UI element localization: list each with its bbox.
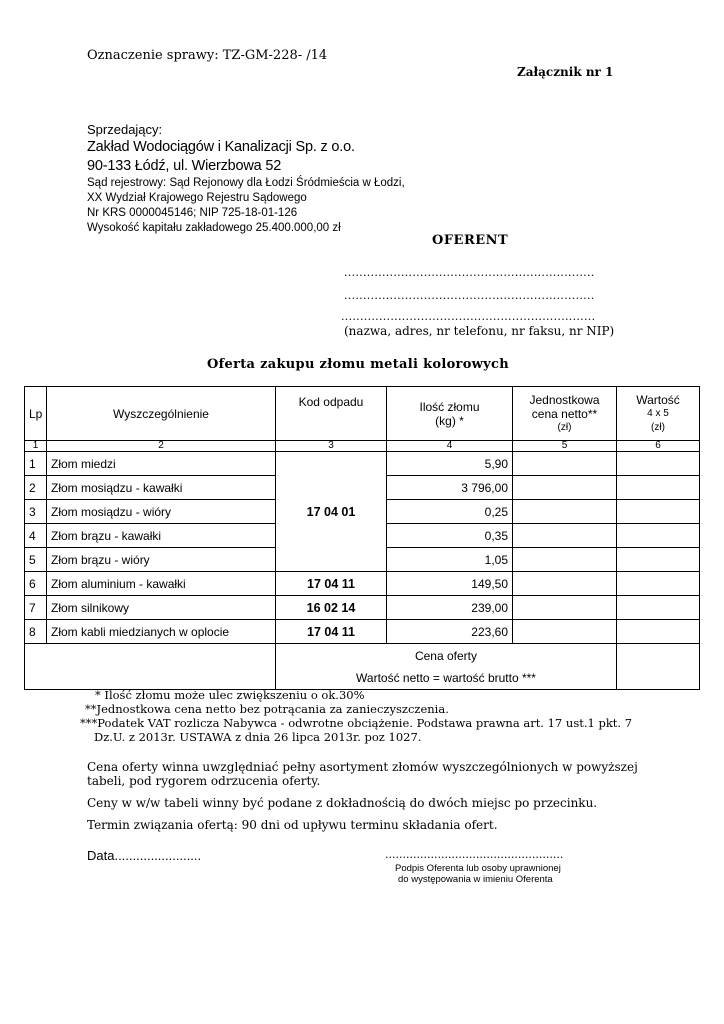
- bidder-line-3: ...................................................................: [341, 310, 596, 323]
- header-value-line1: Wartość: [636, 392, 680, 407]
- row-code: 16 02 14: [276, 596, 387, 620]
- row-qty: 239,00: [387, 596, 513, 620]
- note-2: **Jednostkowa cena netto bez potrącania za zanieczyszczenia.: [85, 702, 449, 716]
- row-desc: Złom silnikowy: [47, 596, 276, 620]
- row-desc: Złom mosiądzu - wióry: [47, 500, 276, 524]
- row-code: 17 04 11: [276, 620, 387, 644]
- row-price-cell[interactable]: [513, 476, 617, 500]
- row-lp: 4: [25, 524, 47, 548]
- annex-label: Załącznik nr 1: [517, 65, 614, 79]
- header-price-line1: Jednostkowa: [529, 392, 600, 407]
- header-qty: [387, 387, 513, 441]
- signature-caption-2: do występowania w imieniu Oferenta: [398, 874, 553, 885]
- paragraph-1b: tabeli, pod rygorem odrzucenia oferty.: [87, 774, 321, 788]
- paragraph-2: Ceny w w/w tabeli winny być podane z dokładnością do dwóch miejsc po przecinku.: [87, 796, 598, 810]
- row-desc: Złom mosiądzu - kawałki: [47, 476, 276, 500]
- row-qty: 223,60: [387, 620, 513, 644]
- row-qty: 0,25: [387, 500, 513, 524]
- row-value-cell[interactable]: [617, 548, 700, 572]
- row-value-cell[interactable]: [617, 500, 700, 524]
- row-price-cell[interactable]: [513, 524, 617, 548]
- header-desc: Wyszczególnienie: [47, 387, 276, 441]
- row-price-cell[interactable]: [513, 572, 617, 596]
- row-lp: 2: [25, 476, 47, 500]
- row-lp: 1: [25, 452, 47, 476]
- date-field[interactable]: Data........................: [87, 848, 202, 863]
- header-value: [617, 387, 700, 441]
- table-header-row: [25, 387, 700, 441]
- note-1: * Ilość złomu może ulec zwiększeniu o ok.30%: [95, 688, 365, 702]
- paragraph-3: Termin związania ofertą: 90 dni od upływu terminu składania ofert.: [87, 818, 498, 832]
- total-blank-cell: [25, 644, 276, 690]
- header-value-line2: 4 x 5: [647, 407, 669, 419]
- row-value-cell[interactable]: [617, 452, 700, 476]
- seller-division: XX Wydział Krajowego Rejestru Sądowego: [87, 192, 307, 204]
- seller-krs: Nr KRS 0000045146; NIP 725-18-01-126: [87, 207, 298, 219]
- bidder-caption: (nazwa, adres, nr telefonu, nr faksu, nr NIP): [344, 324, 615, 338]
- header-price-line2: cena netto**: [531, 406, 598, 421]
- seller-label: Sprzedający:: [87, 122, 163, 137]
- row-value-cell[interactable]: [617, 596, 700, 620]
- header-value-line3: (zł): [651, 421, 665, 433]
- note-4: Dz.U. z 2013r. USTAWA z dnia 26 lipca 2013r. poz 1027.: [94, 730, 422, 744]
- row-code-merged: 17 04 01: [276, 452, 387, 572]
- col-number: 4: [387, 441, 513, 452]
- row-lp: 5: [25, 548, 47, 572]
- bidder-line-2: ..................................................................: [344, 289, 595, 302]
- row-price-cell[interactable]: [513, 452, 617, 476]
- table-row: [25, 572, 700, 596]
- offer-table: [24, 386, 700, 690]
- table-row: [25, 620, 700, 644]
- column-number-row: [25, 441, 700, 452]
- row-value-cell[interactable]: [617, 524, 700, 548]
- header-price: [513, 387, 617, 441]
- header-qty-line2: (kg) *: [435, 413, 464, 428]
- row-qty: 3 796,00: [387, 476, 513, 500]
- row-lp: 3: [25, 500, 47, 524]
- row-price-cell[interactable]: [513, 500, 617, 524]
- row-desc: Złom brązu - kawałki: [47, 524, 276, 548]
- seller-capital: Wysokość kapitału zakładowego 25.400.000,00 zł: [87, 222, 341, 234]
- seller-court: Sąd rejestrowy: Sąd Rejonowy dla Łodzi Śródmieścia w Łodzi,: [87, 177, 405, 189]
- total-value-cell[interactable]: [617, 644, 700, 690]
- col-number: 5: [513, 441, 617, 452]
- row-qty: 5,90: [387, 452, 513, 476]
- table-row: [25, 452, 700, 476]
- case-reference: Oznaczenie sprawy: TZ-GM-228- /14: [87, 48, 328, 63]
- bidder-title: OFERENT: [432, 233, 509, 248]
- table-row: [25, 596, 700, 620]
- row-qty: 0,35: [387, 524, 513, 548]
- row-price-cell[interactable]: [513, 548, 617, 572]
- header-lp: Lp: [25, 387, 47, 441]
- total-label: Cena oferty: [414, 648, 478, 663]
- row-desc: Złom kabli miedzianych w oplocie: [47, 620, 276, 644]
- seller-block: [87, 122, 405, 236]
- row-price-cell[interactable]: [513, 596, 617, 620]
- paragraph-1a: Cena oferty winna uwzględniać pełny asortyment złomów wyszczególnionych w powyższej: [87, 760, 638, 774]
- note-3: ***Podatek VAT rozlicza Nabywca - odwrotne obciążenie. Podstawa prawna art. 17 ust.1 pkt. 7: [80, 716, 633, 730]
- row-value-cell[interactable]: [617, 620, 700, 644]
- row-value-cell[interactable]: [617, 572, 700, 596]
- row-desc: Złom aluminium - kawałki: [47, 572, 276, 596]
- row-lp: 8: [25, 620, 47, 644]
- header-qty-line1: Ilość złomu: [419, 399, 480, 414]
- total-row: [25, 644, 700, 690]
- signature-caption-1: Podpis Oferenta lub osoby uprawnionej: [395, 863, 561, 874]
- row-lp: 7: [25, 596, 47, 620]
- total-sublabel: Wartość netto = wartość brutto ***: [356, 670, 536, 685]
- seller-address: 90-133 Łódź, ul. Wierzbowa 52: [87, 158, 282, 174]
- col-number: 3: [276, 441, 387, 452]
- offer-title: Oferta zakupu złomu metali kolorowych: [207, 357, 509, 372]
- row-desc: Złom miedzi: [47, 452, 276, 476]
- header-price-line3: (zł): [557, 421, 572, 433]
- row-qty: 1,05: [387, 548, 513, 572]
- row-desc: Złom brązu - wióry: [47, 548, 276, 572]
- row-value-cell[interactable]: [617, 476, 700, 500]
- seller-name: Zakład Wodociągów i Kanalizacji Sp. z o.o.: [87, 139, 355, 155]
- col-number: 2: [47, 441, 276, 452]
- row-lp: 6: [25, 572, 47, 596]
- row-price-cell[interactable]: [513, 620, 617, 644]
- header-code: Kod odpadu: [276, 387, 387, 441]
- row-qty: 149,50: [387, 572, 513, 596]
- total-label-cell: [276, 644, 617, 690]
- row-code: 17 04 11: [276, 572, 387, 596]
- col-number: 6: [617, 441, 700, 452]
- bidder-line-1: ..................................................................: [344, 266, 595, 279]
- signature-line[interactable]: ...................................................: [385, 848, 564, 861]
- col-number: 1: [25, 441, 47, 452]
